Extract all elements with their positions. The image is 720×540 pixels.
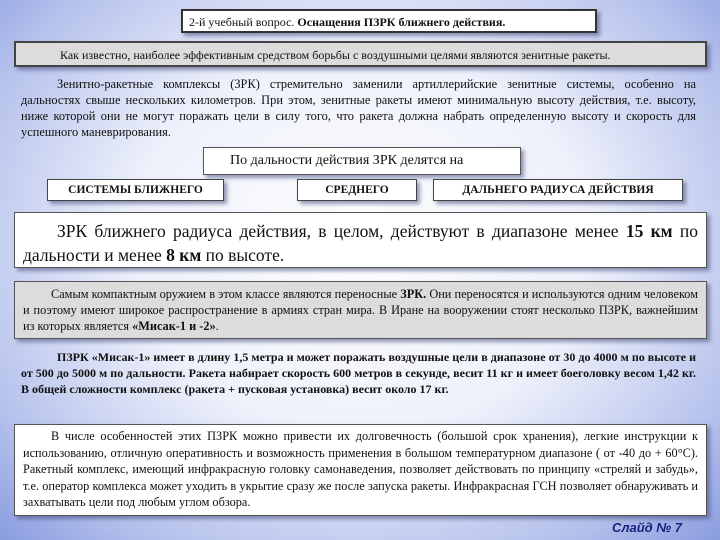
short-range-altitude: 8 км <box>166 245 202 265</box>
intro-text: Как известно, наиболее эффективным средством борьбы с воздушными целями являются зенитные ракеты. <box>60 48 611 62</box>
paragraph-zrk: Зенитно-ракетные комплексы (ЗРК) стремительно заменили артиллерийские зенитные системы, особенно на дальностях свыше нескольких километров. При этом, зенитные ракеты имеют минимальную высоту действия, т.е. высоту, ниже которой они не могут поражать цели в силу того, что ракета должна набрать определенную высоту и скорость для успешного маневрирования. <box>21 77 696 139</box>
short-range-definition-box <box>14 212 707 268</box>
slide-number: Слайд № 7 <box>612 520 683 535</box>
manpads-bold-1: ЗРК. <box>400 287 427 301</box>
intro-box <box>14 41 707 67</box>
manpads-bold-2: «Мисак-1 и -2» <box>132 319 216 333</box>
features-text: В числе особенностей этих ПЗРК можно привести их долговечность (большой срок хранения), легкие инструкции к использованию, отличную оперативность и возможность применения в большом температурном диапазоне ( от -40 до + 60°С). Ракетный комплекс, имеющий инфракрасную головку самонаведения, позволяет действовать по принципу «стреляй и забудь», т.е. оператор комплекса может уходить в укрытие сразу же после запуска ракеты. Инфракрасная ГСН позволяет обнаруживать и захватывать цели под любым углом обзора. <box>23 429 698 509</box>
features-box <box>14 424 707 516</box>
manpads-text-3: . <box>215 319 219 333</box>
category-short-range: СИСТЕМЫ БЛИЖНЕГО <box>47 179 224 201</box>
short-range-distance: 15 км <box>625 221 673 241</box>
title-prefix: 2-й учебный вопрос. <box>189 15 295 29</box>
short-range-text-1: ЗРК ближнего радиуса действия, в целом, действуют в диапазоне менее <box>57 221 626 241</box>
short-range-text-2: по дальности и менее <box>23 221 698 265</box>
category-medium-range: СРЕДНЕГО <box>297 179 417 201</box>
classification-heading-text: По дальности действия ЗРК делятся на <box>230 153 464 168</box>
title-bold: Оснащения ПЗРК ближнего действия. <box>297 15 506 29</box>
paragraph-misagh-specs: ПЗРК «Мисак-1» имеет в длину 1,5 метра и может поражать воздушные цели в диапазоне от 30 до 4000 м по высоте и от 500 до 5000 м по дальности. Ракета набирает скорость 600 метров в секунде, весит 11 кг и имеет боеголовку весом 1,42 кг. В общей сложности комплекс (ракета + пусковая установка) весит около 17 кг. <box>21 350 696 396</box>
classification-heading <box>203 147 521 175</box>
short-range-text-3: по высоте. <box>201 245 285 265</box>
slide-title <box>181 9 597 33</box>
manpads-text-2: Они переносятся и используются одним человеком и поэтому имеют широкое распространение в армиях стран мира. В Иране на вооружении стоят несколько ПЗРК, важнейшим из которых является <box>23 287 698 333</box>
manpads-box <box>14 281 707 339</box>
category-long-range: ДАЛЬНЕГО РАДИУСА ДЕЙСТВИЯ <box>433 179 683 201</box>
manpads-text-1: Самым компактным оружием в этом классе являются переносные <box>51 287 401 301</box>
